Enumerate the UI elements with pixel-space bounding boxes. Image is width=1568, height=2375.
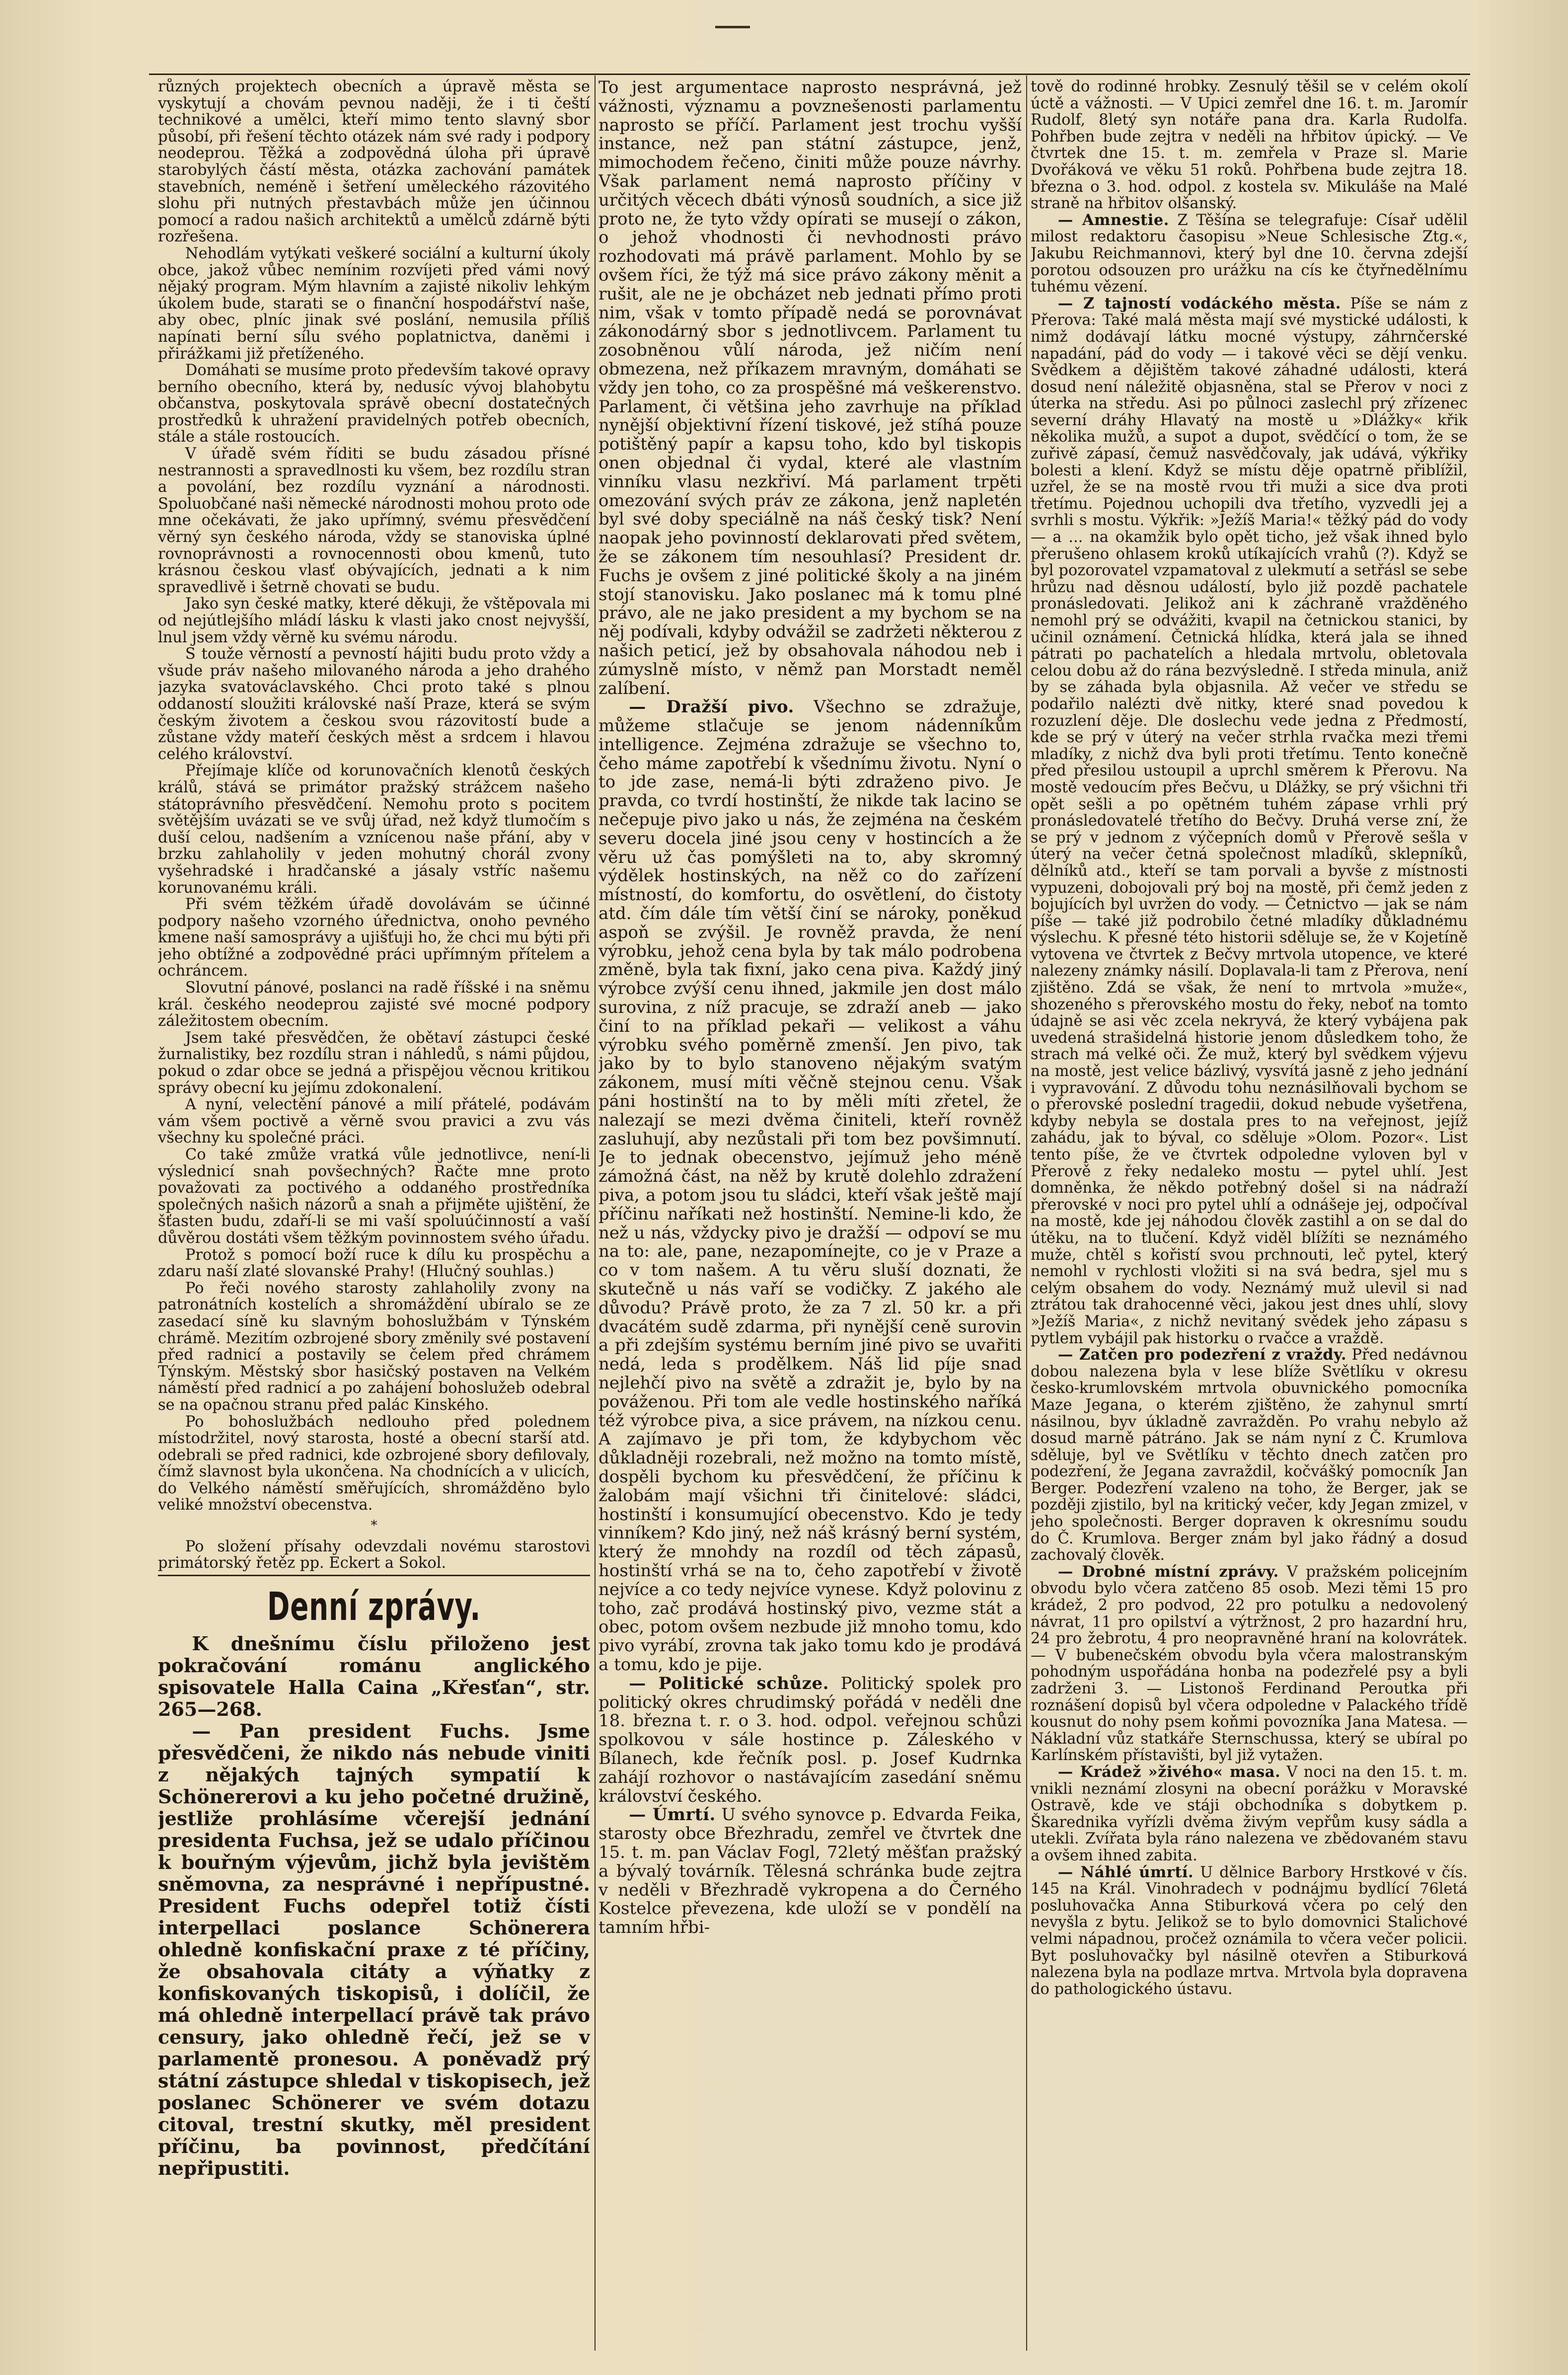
- article-body: Z Těšína se telegrafuje: Císař udělil milost redaktoru časopisu »Neue Schlesische Ztg.«, Jakubu Reichmannovi, který byl dne 10. června zdejší porotou odsouzen pro urážku na cís ke čtyřnedělnímu tuhému vězení.: [1031, 211, 1468, 296]
- article-body: V noci na den 15. t. m. vnikli neznámí zlosyni na obecní porážku v Moravské Ostravě, kde ve stáji obchodníka s dobytkem p. Škarednika vyřízli dvěma živým vepřům kusy sádla a utekli. Zvířata byla ráno nalezena ve zbědovaném stavu a ovšem ihned zabita.: [1031, 1763, 1468, 1864]
- article-body: U svého synovce p. Edvarda Feika, starosty obce Březhradu, zemřel ve čtvrtek dne 15. t. m. pan Václav Fogl, 72letý měšťan pražský a bývalý továrník. Tělesná schránka bude zejtra v neděli v Březhradě vykropena a do Černého Kostelce převezena, kde uloží se v pondělí na tamním hřbi-: [598, 1805, 1022, 1938]
- paragraph: různých projektech obecních a úpravě města se vyskytují a chovám pevnou naději, že i ti čeští technikové a umělci, kteří mimo tento slavný sbor působí, při řešení těchto otázek nám své rady i podpory neodeprou. Těžká a zodpovědná úloha při úpravě starobylých částí města, otázka zachování památek stavebních, neméně i šetření uměleckého rázovitého slohu při nutných přestavbách může jen účinnou pomocí a radou našich architektů a umělců zdárně býti rozřešena.: [158, 78, 590, 246]
- paragraph: A nyní, velectění pánové a milí přátelé, podávám vám všem poctivě a věrně svou pravici a zvu vás všechny ku společné práci.: [158, 1096, 590, 1147]
- paragraph: Přejímaje klíče od korunovačních klenotů českých králů, stává se primátor pražský strážcem našeho státoprávního přesvědčení. Nemohu proto s pocitem světějším uvázati se ve svůj úřad, než když tlumočím s duší celou, nadšením a vznícenou naše přání, aby v brzku zahlaholily v jeden mohutný chorál zvony vyšehradské i hradčanské a jásaly vstříc našemu korunovanému králi.: [158, 762, 590, 897]
- paragraph: tově do rodinné hrobky. Zesnulý těšil se v celém okolí úctě a vážnosti. — V Upici zemřel dne 16. t. m. Jaromír Rudolf, 8letý syn notáře pana dra. Karla Rudolfa. Pohřben bude zejtra v neděli na hřbitov úpický. — Ve čtvrtek dne 15. t. m. zemřela v Praze sl. Marie Dvořáková ve věku 51 roků. Pohřbena bude zejtra 18. března o 3. hod. odpol. z kostela sv. Mikuláše na Malé straně na hřbitov olšanský.: [1031, 78, 1468, 213]
- article-title: — Drobné místní zprávy.: [1057, 1562, 1279, 1581]
- paragraph: Po bohoslužbách nedlouho před polednem místodržitel, nový starosta, hosté a obecní starší atd. odebrali se před radnici, kde ozbrojené sbory defilovaly, čímž slavnost byla ukončena. Na chodnících a v ulicích, do Velkého náměstí směřujících, shromážděno bylo veliké množství obecenstva.: [158, 1413, 590, 1514]
- article-title: — Z tajností vodáckého města.: [1057, 294, 1341, 312]
- column-rule-2: [1026, 76, 1027, 2351]
- paragraph: Jako syn české matky, které děkuji, že vštěpovala mi od nejútlejšího mládí lásku k vlasti jako cnost nejvyšší, lnul jsem vždy věrně ku svému národu.: [158, 595, 590, 646]
- section-title: Denní zprávy.: [267, 1584, 481, 1629]
- article-title: — Zatčen pro podezření z vraždy.: [1057, 1346, 1346, 1364]
- article-title: — Náhlé úmrtí.: [1057, 1863, 1194, 1881]
- paragraph: Slovutní pánové, poslanci na radě říšské i na sněmu král. českého neodeprou zajisté své mocné podpory záležitostem obecním.: [158, 979, 590, 1030]
- article-body: Politický spolek pro politický okres chrudimský pořádá v neděli dne 18. března t. r. o 3. hod. odpol. veřejnou schůzi spolkovou v sále hostince p. Záleského v Bílanech, kde řečník posl. p. Josef Kudrnka zahájí rozhovor o nastávajícím zasedání sněmu království českého.: [598, 1673, 1022, 1806]
- article-title: — Pan president Fuchs.: [192, 1719, 511, 1742]
- paragraph: S touže věrností a pevností hájiti budu proto vždy a všude práv našeho milovaného národa a jeho drahého jazyka svatováclavského. Chci proto také s plnou oddaností sloužiti královské naší Praze, která se svým českým životem a českou svou rázovitostí bude a zůstane vždy mateří českých měst a srdcem i hlavou celého království.: [158, 645, 590, 763]
- article-body: U dělnice Barbory Hrstkové v čís. 145 na Král. Vinohradech v podnájmu bydlící 76letá posluhovačka Anna Stiburková včera po celý den nevyšla z bytu. Jelikož se to bylo domovnici Stalichové velmi nápadnou, pročež oznámila to včera večer policii. Byt posluhovačky byl násilně otevřen a Stiburková nalezena byla na podlaze mrtva. Mrtvola byla dopravena do pathologického ústavu.: [1031, 1863, 1468, 1998]
- article-title: — Krádež »živého« masa.: [1057, 1762, 1281, 1781]
- article-body: Před nedávnou dobou nalezena byla v lese blíže Světlíku v okresu česko-krumlovském mrtvola obuvnického pomocníka Maze Jegana, o kterém zjištěno, že zahynul smrtí násilnou, byv úkladně zavražděn. Po vrahu nebylo až dosud marně pátráno. Jak se nám nyní z Č. Krumlova sděluje, byl ve Světlíku v těchto dnech zatčen pro podezření, že Jegana zavraždil, kočvášký pomocník Jan Berger. Podezření vzaleno na toho, že Berger, jak se později zjistilo, byl na kritický večer, kdy Jegan zmizel, v jeho společnosti. Berger dopraven k okresnímu soudu do Č. Krumlova. Berger znám byl jako řádný a dosud zachovalý člověk.: [1031, 1346, 1468, 1564]
- paragraph: Co také zmůže vratká vůle jednotlivce, není-li výslednicí snah povšechných? Račte mne proto považovati za poctivého a oddaného prostředníka společných našich názorů a snah a přijměte ujištění, že šťasten budu, zdaří-li se mi vaší spoluúčinností a vaší důvěrou dostáti všem těžkým povinnostem svého úřadu.: [158, 1146, 590, 1247]
- column-2: [598, 78, 1022, 2344]
- paragraph: To jest argumentace naprosto nesprávná, jež vážnosti, významu a povznešenosti parlamentu naprosto se příčí. Parlament jest trochu vyšší instance, než pan státní zástupce, jenž, mimochodem řečeno, činiti může pouze návrhy. Však parlament nemá naprosto příčiny v určitých věcech dbáti výnosů soudních, a sice již proto ne, že tyto vždy opírati se musejí o zákon, o jehož vhodnosti či nevhodnosti právo rozhodovati má právě parlament. Mohlo by se ovšem říci, že týž má sice právo zákony měnit a rušit, ale ne je obcházet neb jednati přímo proti nim, však v tomto případě nedá se porovnávat zákonodárný sbor s jednotlivcem. Parlament tu zosobněnou vůlí národa, jež ničím není obmezena, než příkazem mravným, domáhati se vždy jen toho, co za prospěšné má veškerenstvo. Parlament, či většina jeho zavrhuje na příklad nynější objektivní řízení tiskové, jež stíhá pouze potištěný papír a kapsu toho, kdo byl tiskopis onen objednal či vydal, které ale vlastním vinníku vlasu nezkřiví. Má parlament trpěti omezování svých práv ze zákona, jenž napletén byl své doby speciálně na náš český tisk? Není naopak jeho povinností deklarovati před světem, že se zákonem tím nesouhlasí? President dr. Fuchs je ovšem z jiné politické školy a na jiném stojí stanovisku. Jako poslanec má k tomu plné právo, ale ne jako president a my bychom se na něj podívali, kdyby odvážil se zadržeti některou z našich peticí, jež by obsahovala náhodou neb i zúmyslně místo, v němž pan Morstadt neměl zalíbení.: [598, 78, 1022, 698]
- article-title: — Dražší pivo.: [629, 697, 794, 717]
- article-body: Píše se nám z Přerova: Také malá města mají své mystické události, k nimž dodávají látku mocné výstupy, záhrnčerské napadání, pád do vody — i takové věci se dějí venku. Svědkem a dějištěm takové záhadné události, která dosud není náležitě objasněna, stal se Přerov v noci z úterka na středu. Asi po půlnoci zaslechl prý zřízenec severní dráhy Hlavatý na mostě u »Dlážky« křik několika mužů, a supot a dupot, svědčící o tom, že se zuřivě zápasí, čemuž nasvědčovaly, jak udává, výkřiky bolesti a klení. Když se místu děje opatrně přiblížil, uzřel, že se na mostě rvou tři muži a sice dva proti třetímu. Pojednou uchopili dva třetího, vyzvedli jej a svrhli s mostu. Výkřik: »Ježíš Maria!« těžký pád do vody — a ... na okamžik bylo opět ticho, jež však ihned bylo přerušeno ohlasem kroků utíkajících vrahů (?). Když se byl pozorovatel vzpamatoval z ulekmutí a setřásl se sebe hrůzu nad děsnou událostí, bylo již pozdě pachatele pronásledovati. Jelikož ani k záchraně vražděného nemohl prý se odvážiti, kvapil na četnickou stanici, by učinil oznámení. Četnická hlídka, která jala se ihned pátrati po pachatelích a hledala mrtvolu, obletovala celou dobu až do rána bezvýsledně. I středa minula, aniž by se záhada byla objasnila. Až večer ve středu se podařilo nalézti dvě nitky, které snad povedou k rozuzlení děje. Dle doslechu vede jedna z Předmostí, kde se prý v úterý na večer strhla rvačka mezi třemi mladíky, z nichž dva byli proti třetímu. Tento konečně před přesilou ustoupil a uprchl směrem k Přerovu. Na mostě vedoucím přes Bečvu, u Dlážky, se prý všichni tři opět sešli a po opětném tuhém zápase vrhli prý pronásledovatelé třetího do Bečvy. Druhá verse zní, že se prý v jednom z výčepních domů v Přerově sešla v úterý na večer četná společnost mladíků, sklepníků, dělníků atd., kteří se tam porvali a byvše z místnosti vypuzeni, dobojovali prý boj na mostě, při čemž jeden z bojujících byl uvržen do vody. — Četnictvo — jak se nám píše — také již podrobilo četné mladíky důkladnému výslechu. K přesné této historii sděluje se, že v Kojetíně vytovena ve čtvrtek z Bečvy mrtvola utopence, ve které nalezeny známky násilí. Doplavala-li tam z Přerova, není zjištěno. Zdá se však, že není to mrtvola »muže«, shozeného s přerovského mostu do řeky, neboť na tomto údajně se asi věc zcela nekryvá, že který vybájena pak uvedená strašidelná historie jenom důsledkem toho, že strach má velké oči. Že muž, který byl svědkem výjevu na mostě, jest velice bázlivý, vysvítá jasně z jeho jednání i vypravování. Z důvodu tohu neznásilňovali bychom se o přerovské poslední tragedii, dokud nebude vyšetřena, kdyby nebyla se dostala pres to na veřejnost, jejíž zahádu, jak to býval, co sděluje »Olom. Pozor«. List tento píše, že ve čtvrtek odpoledne vyloven byl v Přerově z řeky nedaleko mostu — pytel uhlí. Jest domněnka, že někdo potřebný došel si na nádraží přerovské v noci pro pytel uhlí a odnášeje jej, odpočíval na mostě, kde jej náhodou člověk zastihl a on se dal do útěku, na to tlučení. Když viděl blížíti se neznámého muže, chtěl s kořistí svou prchnouti, leč pytel, který nemohl v rychlosti vložiti si na svá bedra, sjel mu s celým obsahem do vody. Neznámý muž ulevil si nad ztrátou tak drahocenné věci, jakou jest dnes uhlí, slovy »Ježíš Maria«, z nichž nevitaný svědek jeho zápasu s pytlem vybájil pak historku o rvačce a vraždě.: [1031, 295, 1468, 1347]
- column-rule-1: [595, 76, 596, 2351]
- separator-star: *: [371, 1518, 377, 1533]
- section-rule: [158, 1575, 590, 1576]
- article-body: V pražském policejním obvodu bylo včera zatčeno 85 osob. Mezi těmi 15 pro krádež, 2 pro podvod, 22 pro potulku a nedovolený návrat, 11 pro opilství a výtržnost, 2 pro hazardní hru, 24 pro žebrotu, 4 pro neopravněné hraní na kolovrátek. — V bubenečském obvodu byla včera malostranským pohodným uspořádána honba na podezřelé psy a byli zadrženi 3. — Listonoš Ferdinand Peroutka při roznášení dopisů byl včera odpoledne v Palackého třídě kousnut do nohy psem koňmi povozníka Jana Matesa. — Nákladní vůz statkáře Sternschussa, který se ubíral po Karlínském přístavišti, byl již vytažen.: [1031, 1563, 1468, 1764]
- paragraph: Po složení přísahy odevzdali novému starostovi primátorský řetěz pp. Eckert a Sokol.: [158, 1537, 590, 1572]
- column-1: [158, 78, 590, 2344]
- article-title: — Amnestie.: [1057, 211, 1169, 229]
- column-3: [1031, 78, 1468, 2344]
- paragraph: Nehodlám vytýkati veškeré sociální a kulturní úkoly obce, jakož vůbec nemínim rozvíjeti před vámi nový nějaký program. Mým hlavním a zajisté nikoliv lehkým úkolem bude, starati se o finanční hospodářství naše, aby obec, plníc jinak své poslání, nemusila příliš napínati berní sílu svého poplatnictva, daněmi i přirážkami již přetíženého.: [158, 244, 590, 363]
- paragraph: V úřadě svém říditi se budu zásadou přísné nestrannosti a spravedlnosti ku všem, bez rozdílu stran a povolání, bez rozdílu vyznání a národnosti. Spoluobčané naši německé národnosti mohou proto ode mne očekávati, že jako upřímný, svému přesvědčení věrný syn českého národa, vždy se stanoviska úplné rovnoprávnosti a rovnocennosti obou kmenů, tuto krásnou českou vlasť obývajících, jednati a k nim spravedlivě i šetrně chovati se budu.: [158, 445, 590, 596]
- paragraph: Protož s pomocí boží ruce k dílu ku prospěchu a zdaru naší zlaté slovanské Prahy! (Hlučný souhlas.): [158, 1246, 590, 1281]
- paragraph: Při svém těžkém úřadě dovolávám se účinné podpory našeho vzorného úřednictva, onoho pevného kmene naší samosprávy a ujišťuji ho, že chci mu býti při jeho obtížné a zodpovědné práci upřímným přítelem a ochráncem.: [158, 896, 590, 980]
- paragraph: Jsem také přesvědčen, že obětaví zástupci české žurnalistiky, bez rozdílu stran i náhledů, s námi půjdou, pokud o zdar obce se jedná a přispějou věcnou kritikou správy obecní ku jejímu zdokonalení.: [158, 1029, 590, 1097]
- lead-notice: K dnešnímu číslu přiloženo jest pokračování románu anglického spisovatele Halla Caina „Křesťan“, str. 265—268.: [158, 1632, 590, 1720]
- top-rule: [149, 74, 1470, 75]
- top-mark: [715, 26, 750, 28]
- article-title: — Politické schůze.: [629, 1673, 829, 1693]
- article-body: Jsme přesvědčeni, že nikdo nás nebude viniti z nějakých tajných sympatií k Schönererovi a ku jeho početné družině, jestliže prohlásíme včerejší jednání presidenta Fuchsa, jež se udalo příčinou k bouřným výjevům, jichž byla jevištěm sněmovna, za nesprávné i nepřípustné. President Fuchs odepřel totiž čísti interpellaci poslance Schönerera ohledně konfiskační praxe z té příčiny, že obsahovala citáty a výňatky z konfiskovaných tiskopisů, i dolíčil, že má ohledně interpellací právě tak právo censury, jako ohledně řečí, jež se v parlamentě pronesou. A poněvadž prý státní zástupce shledal v tiskopisech, jež poslanec Schönerer ve svém dotazu citoval, trestní skutky, měl president příčinu, ba povinnost, předčítání nepřipustiti.: [158, 1719, 590, 2179]
- paragraph: Po řeči nového starosty zahlaholily zvony na patronátních kostelích a shromáždění ubíralo se ze zasedací síně ku slavným bohoslužbám v Týnském chrámě. Mezitím ozbrojené sbory změnily své postavení před radnicí a postavily se čelem před chrámem Týnským. Městský sbor hasičský postaven na Velkém náměstí před radnicí a po zahájení bohoslužeb odebral se na opačnou stranu před palác Kinského.: [158, 1279, 590, 1414]
- article-title: — Úmrtí.: [629, 1805, 716, 1825]
- paragraph: Domáhati se musíme proto především takové opravy berního obecního, která by, nedusíc vývoj blahobytu občanstva, poskytovala správě obecní dostatečných prostředků k uhražení pravidelných potřeb obecních, stále a stále rostoucích.: [158, 362, 590, 446]
- article-body: Všechno se zdražuje, můžeme stlačuje se jenom nádenníkům intelligence. Zejména zdražuje se všechno to, čeho máme zapotřebí k všednímu životu. Nyní o to jde zase, nemá-li býti zdraženo pivo. Je pravda, co tvrdí hostinští, že nikde tak lacino se nečepuje pivo jako u nás, že zejména na českém severu docela jiné jsou ceny v hostincích a že věru už čas pomýšleti na to, aby skromný výdělek hostinských, na něž co do zařízení místností, do komfortu, do osvětlení, do čistoty atd. čím dále tím větší činí se nároky, poněkud aspoň se zvýšil. Je rovněž pravda, že není výrobku, jehož cena byla by tak málo podrobena změně, byla tak fixní, jako cena piva. Každý jiný výrobce zvýší cenu ihned, jakmile jen dost málo surovina, z níž pracuje, se zdraží aneb — jako činí to na příklad pekaři — velikost a váhu výrobku svého poměrně zmenší. Jen pivo, tak jako by to bylo stanoveno nějakým svatým zákonem, musí míti věčně stejnou cenu. Však páni hostinští na to by měli míti zřetel, že nalezají se mezi dvěma činiteli, kteří rovněž zasluhují, aby nezůstali při tom bez povšimnutí. Je to jednak obecenstvo, jejímuž jeho méně zámožná část, na něž by krutě dolehlo zdražení piva, a potom jsou tu sládci, kteří však ještě mají příčinu naříkati než hostinští. Nemine-li kdo, že než u nás, vždycky pivo je dražší — odpoví se mu na to: ale, pane, nezapomínejte, co je v Praze a co v tom našem. A tu věru sluší doznati, že skutečně u nás vaří se vodičky. Z jakého ale důvodu? Právě proto, že za 7 zl. 50 kr. a při dvacátém sudě zdarma, při nynější ceně surovin a při zdejším systému berním jiné pivo se uvařiti nedá, leda s prodělkem. Náš lid píje snad nejlehčí pivo na světě a zdražit je, bylo by na pováženou. Při tom ale vedle hostinského naříká též výrobce piva, a sice právem, na nízkou cenu. A zajímavo je při tom, že kdybychom věc důkladněji rozebrali, než možno na tomto místě, dospěli bychom ku přesvědčení, že příčinu k žalobám mají všichni tři činitelové: sládci, hostinští i konsumující obecenstvo. Kdo je tedy vinníkem? Kdo jiný, než náš krásný berní systém, který že mnohdy na rozdíl od těch zápasů, hostinští vrhá se na to, čeho zapotřebí v životě nejvíce a co tedy nejvíce vynese. Když polovinu z toho, zač prodává hostinský pivo, vezme stát a obec, potom ovšem nezbude již mnoho tomu, kdo pivo vyrábí, zrovna tak jako tomu kdo je prodává a tomu, kdo je pije.: [598, 697, 1022, 1675]
